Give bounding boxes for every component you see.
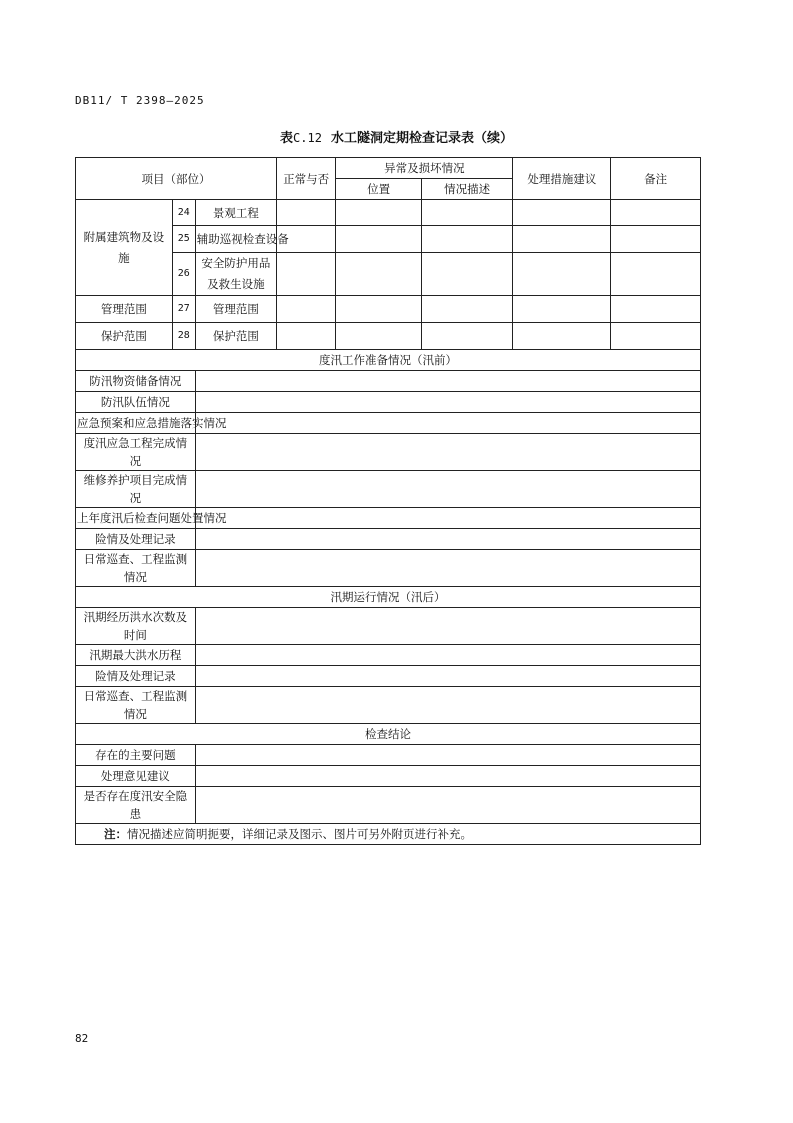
group-protection: 保护范围 (76, 323, 173, 350)
cell-location[interactable] (336, 226, 421, 253)
col-header-item: 项目（部位） (76, 158, 277, 200)
cell-measures[interactable] (513, 253, 611, 296)
col-header-location: 位置 (336, 179, 421, 200)
item-number: 28 (172, 323, 195, 350)
pre-flood-row-label: 日常巡查、工程监测情况 (76, 550, 196, 587)
section-header-conclusion: 检查结论 (76, 724, 701, 745)
item-name: 安全防护用品及救生设施 (195, 253, 276, 296)
post-flood-row-label: 汛期经历洪水次数及时间 (76, 608, 196, 645)
item-name: 辅助巡视检查设备 (195, 226, 276, 253)
cell-normal[interactable] (277, 323, 336, 350)
table-title-prefix: 表 (280, 131, 294, 146)
cell-remarks[interactable] (611, 200, 701, 226)
cell-measures[interactable] (513, 226, 611, 253)
cell-description[interactable] (421, 200, 513, 226)
table-note (76, 824, 701, 845)
pre-flood-row-value[interactable] (195, 508, 700, 529)
cell-location[interactable] (336, 253, 421, 296)
document-code: DB11/ T 2398—2025 (75, 94, 205, 107)
pre-flood-row-value[interactable] (195, 392, 700, 413)
table-title-text: 水工隧洞定期检查记录表（续） (330, 131, 513, 146)
post-flood-row-label: 汛期最大洪水历程 (76, 645, 196, 666)
pre-flood-row-label: 应急预案和应急措施落实情况 (76, 413, 196, 434)
post-flood-row-label: 险情及处理记录 (76, 666, 196, 687)
post-flood-row-label: 日常巡查、工程监测情况 (76, 687, 196, 724)
pre-flood-row-value[interactable] (195, 413, 700, 434)
table-number: C.12 (293, 131, 322, 145)
item-name: 景观工程 (195, 200, 276, 226)
item-number: 26 (172, 253, 195, 296)
pre-flood-row-label: 上年度汛后检查问题处置情况 (76, 508, 196, 529)
group-auxiliary: 附属建筑物及设施 (76, 200, 173, 296)
cell-description[interactable] (421, 253, 513, 296)
pre-flood-row-value[interactable] (195, 529, 700, 550)
pre-flood-row-value[interactable] (195, 471, 700, 508)
pre-flood-row-value[interactable] (195, 434, 700, 471)
section-header-post-flood: 汛期运行情况（汛后） (76, 587, 701, 608)
conclusion-row-value[interactable] (195, 766, 700, 787)
pre-flood-row-label: 防汛物资储备情况 (76, 371, 196, 392)
item-number: 27 (172, 296, 195, 323)
col-header-measures: 处理措施建议 (513, 158, 611, 200)
cell-description[interactable] (421, 323, 513, 350)
cell-remarks[interactable] (611, 296, 701, 323)
pre-flood-row-label: 险情及处理记录 (76, 529, 196, 550)
cell-location[interactable] (336, 296, 421, 323)
pre-flood-row-label: 防汛队伍情况 (76, 392, 196, 413)
cell-description[interactable] (421, 296, 513, 323)
page-number: 82 (75, 1032, 89, 1045)
pre-flood-row-label: 维修养护项目完成情况 (76, 471, 196, 508)
cell-description[interactable] (421, 226, 513, 253)
pre-flood-row-value[interactable] (195, 371, 700, 392)
conclusion-row-label: 存在的主要问题 (76, 745, 196, 766)
conclusion-row-value[interactable] (195, 745, 700, 766)
cell-remarks[interactable] (611, 323, 701, 350)
cell-normal[interactable] (277, 200, 336, 226)
cell-normal[interactable] (277, 296, 336, 323)
cell-location[interactable] (336, 200, 421, 226)
inspection-table (75, 157, 701, 845)
col-header-abnormal: 异常及损坏情况 (336, 158, 513, 179)
item-name: 管理范围 (195, 296, 276, 323)
col-header-description: 情况描述 (421, 179, 513, 200)
col-header-remarks: 备注 (611, 158, 701, 200)
conclusion-row-label: 是否存在度汛安全隐患 (76, 787, 196, 824)
note-text: 情况描述应简明扼要，详细记录及图示、图片可另外附页进行补充。 (127, 827, 472, 841)
pre-flood-row-label: 度汛应急工程完成情况 (76, 434, 196, 471)
item-number: 25 (172, 226, 195, 253)
cell-measures[interactable] (513, 296, 611, 323)
cell-remarks[interactable] (611, 253, 701, 296)
cell-remarks[interactable] (611, 226, 701, 253)
cell-measures[interactable] (513, 323, 611, 350)
conclusion-row-label: 处理意见建议 (76, 766, 196, 787)
cell-measures[interactable] (513, 200, 611, 226)
table-title (0, 127, 793, 146)
cell-location[interactable] (336, 323, 421, 350)
group-management: 管理范围 (76, 296, 173, 323)
conclusion-row-value[interactable] (195, 787, 700, 824)
post-flood-row-value[interactable] (195, 687, 700, 724)
post-flood-row-value[interactable] (195, 645, 700, 666)
post-flood-row-value[interactable] (195, 666, 700, 687)
pre-flood-row-value[interactable] (195, 550, 700, 587)
item-number: 24 (172, 200, 195, 226)
note-label: 注： (104, 827, 127, 841)
post-flood-row-value[interactable] (195, 608, 700, 645)
col-header-normal: 正常与否 (277, 158, 336, 200)
section-header-pre-flood: 度汛工作准备情况（汛前） (76, 350, 701, 371)
item-name: 保护范围 (195, 323, 276, 350)
cell-normal[interactable] (277, 253, 336, 296)
